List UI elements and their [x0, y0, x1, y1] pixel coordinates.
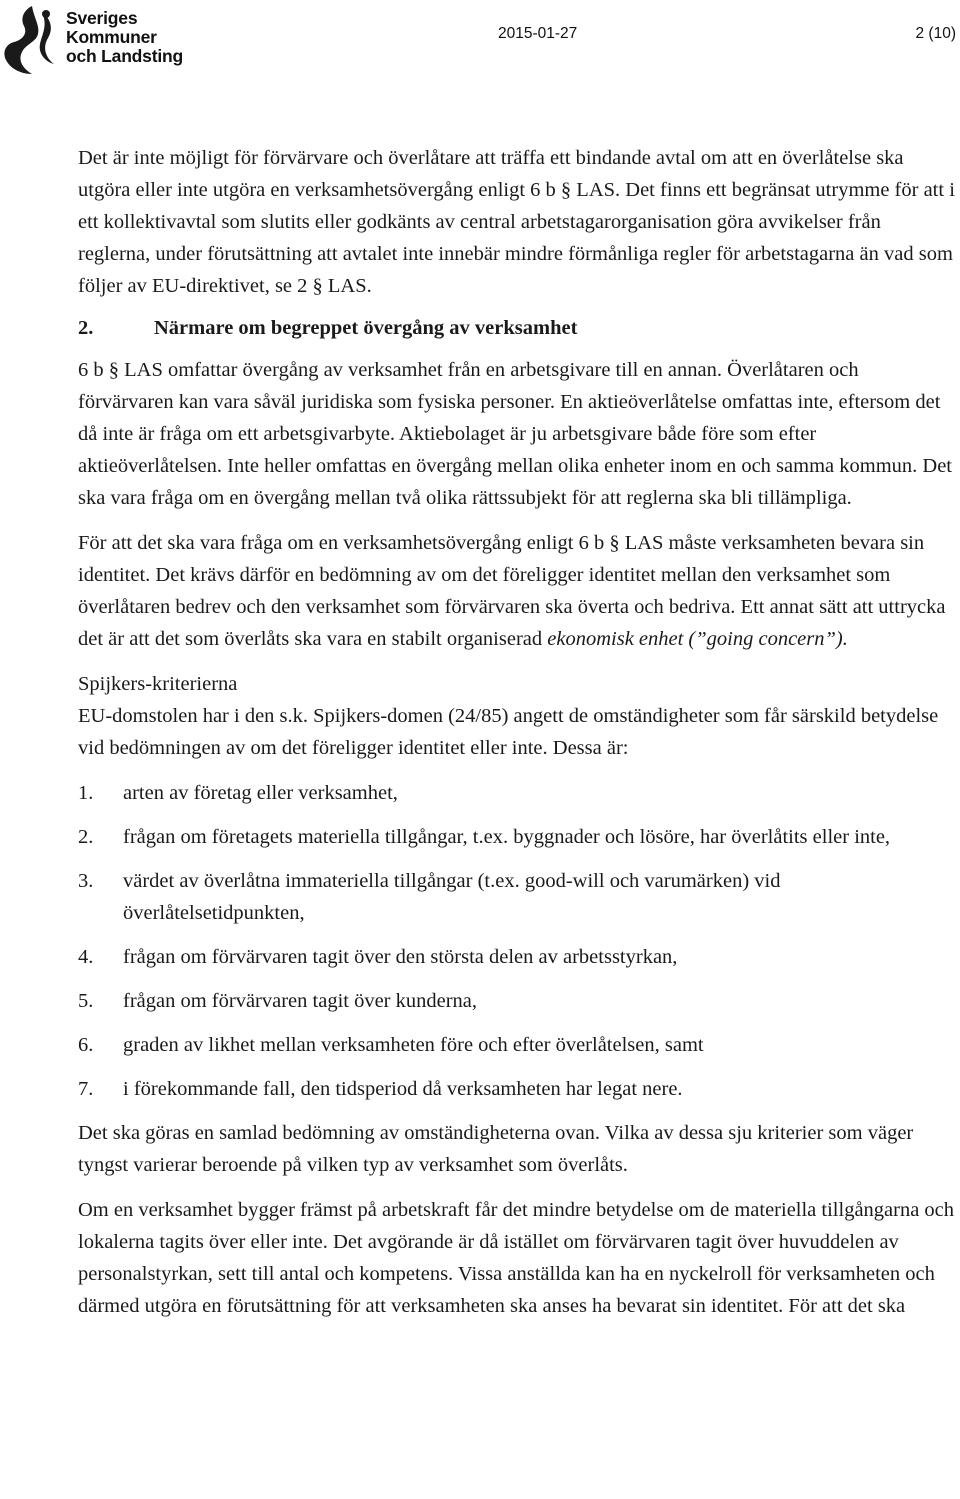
list-item [78, 985, 956, 1017]
section-title: Närmare om begreppet övergång av verksamhet [154, 317, 578, 339]
paragraph-labour-intensive: Om en verksamhet bygger främst på arbetskraft får det mindre betydelse om de materiella tillgångarna och lokalerna tagits över eller inte. Det avgörande är då istället om förvärvaren tagit över huvuddelen av personalstyrkan, sett till antal och kompetens. Vissa anställda kan ha en nyckelroll för verksamheten och därmed utgöra en förutsättning för att verksamheten ska anses ha bevarat sin identitet. För att det ska [78, 1199, 955, 1317]
list-item [78, 777, 956, 809]
section-number: 2. [78, 317, 94, 339]
organization-logo-text [66, 9, 183, 66]
paragraph-identity-italic: ekonomisk enhet (”going concern”). [547, 628, 848, 650]
paragraph-overall-assessment: Det ska göras en samlad bedömning av omständigheterna ovan. Vilka av dessa sju kriterier som väger tyngst varierar beroende på vilken typ av verksamhet som överlåts. [78, 1122, 914, 1176]
skl-logo-icon [2, 4, 62, 76]
paragraph-identity-text: För att det ska vara fråga om en verksamhetsövergång enligt 6 b § LAS måste verksamheten bevara sin identitet. Det krävs därför en bedömning av om det föreligger identitet mellan den verksamhet som överlåtaren bedrev och den verksamhet som förvärvaren ska överta och bedriva. Ett annat sätt att uttrycka det är att det som överlåts ska vara en stabilt organiserad [78, 532, 946, 650]
list-item [78, 821, 956, 853]
logo-line-3: och Landsting [66, 46, 183, 66]
criteria-list [78, 777, 956, 1105]
list-item-text: frågan om förvärvaren tagit över den största delen av arbetsstyrkan, [123, 946, 678, 968]
paragraph-spijkers-intro: EU-domstolen har i den s.k. Spijkers-domen (24/85) angett de omständigheter som får särskild betydelse vid bedömningen av om det föreligger identitet eller inte. Dessa är: [78, 705, 939, 759]
list-item-number: 5. [78, 990, 94, 1012]
page-number: 2 (10) [915, 25, 956, 42]
page-header [0, 0, 960, 80]
list-item-number: 6. [78, 1034, 94, 1056]
list-item [78, 865, 956, 929]
document-body [78, 142, 956, 1322]
list-item [78, 941, 956, 973]
document-date: 2015-01-27 [498, 25, 578, 42]
list-item-text: graden av likhet mellan verksamheten före och efter överlåtelsen, samt [123, 1034, 704, 1056]
subheading-spijkers: Spijkers-kriterierna [78, 673, 238, 695]
logo-line-1: Sveriges [66, 8, 138, 28]
list-item-text: i förekommande fall, den tidsperiod då verksamheten har legat nere. [123, 1078, 683, 1100]
list-item-number: 4. [78, 946, 94, 968]
paragraph-identity [78, 527, 956, 655]
list-item [78, 1029, 956, 1061]
list-item-text: frågan om företagets materiella tillgångar, t.ex. byggnader och lösöre, har överlåtits eller inte, [123, 826, 891, 848]
section-heading [78, 312, 956, 344]
list-item-text: arten av företag eller verksamhet, [123, 782, 398, 804]
list-item-number: 1. [78, 782, 94, 804]
list-item-text: frågan om förvärvaren tagit över kunderna, [123, 990, 478, 1012]
list-item-number: 2. [78, 826, 94, 848]
paragraph-transfer-scope: 6 b § LAS omfattar övergång av verksamhet från en arbetsgivare till en annan. Överlåtaren och förvärvaren kan vara såväl juridiska som fysiska personer. En aktieöverlåtelse omfattas inte, eftersom det då inte är fråga om ett arbetsgivarbyte. Aktiebolaget är ju arbetsgivare både före som efter aktieöverlåtelsen. Inte heller omfattas en övergång mellan olika enheter inom en och samma kommun. Det ska vara fråga om en övergång mellan två olika rättssubjekt för att reglerna ska bli tillämpliga. [78, 359, 952, 509]
list-item-number: 3. [78, 870, 94, 892]
list-item-number: 7. [78, 1078, 94, 1100]
paragraph-agreement: Det är inte möjligt för förvärvare och överlåtare att träffa ett bindande avtal om att en överlåtelse ska utgöra eller inte utgöra en verksamhetsövergång enligt 6 b § LAS. Det finns ett begränsat utrymme för att i ett kollektivavtal som slutits eller godkänts av central arbetstagarorganisation göra avvikelser från reglerna, under förutsättning att avtalet inte innebär mindre förmånliga regler för arbetstagarna än vad som följer av EU-direktivet, se 2 § LAS. [78, 147, 955, 297]
list-item-text: värdet av överlåtna immateriella tillgångar (t.ex. good-will och varumärken) vid överlåtelsetidpunkten, [123, 870, 781, 924]
logo-line-2: Kommuner [66, 27, 157, 47]
list-item [78, 1073, 956, 1105]
